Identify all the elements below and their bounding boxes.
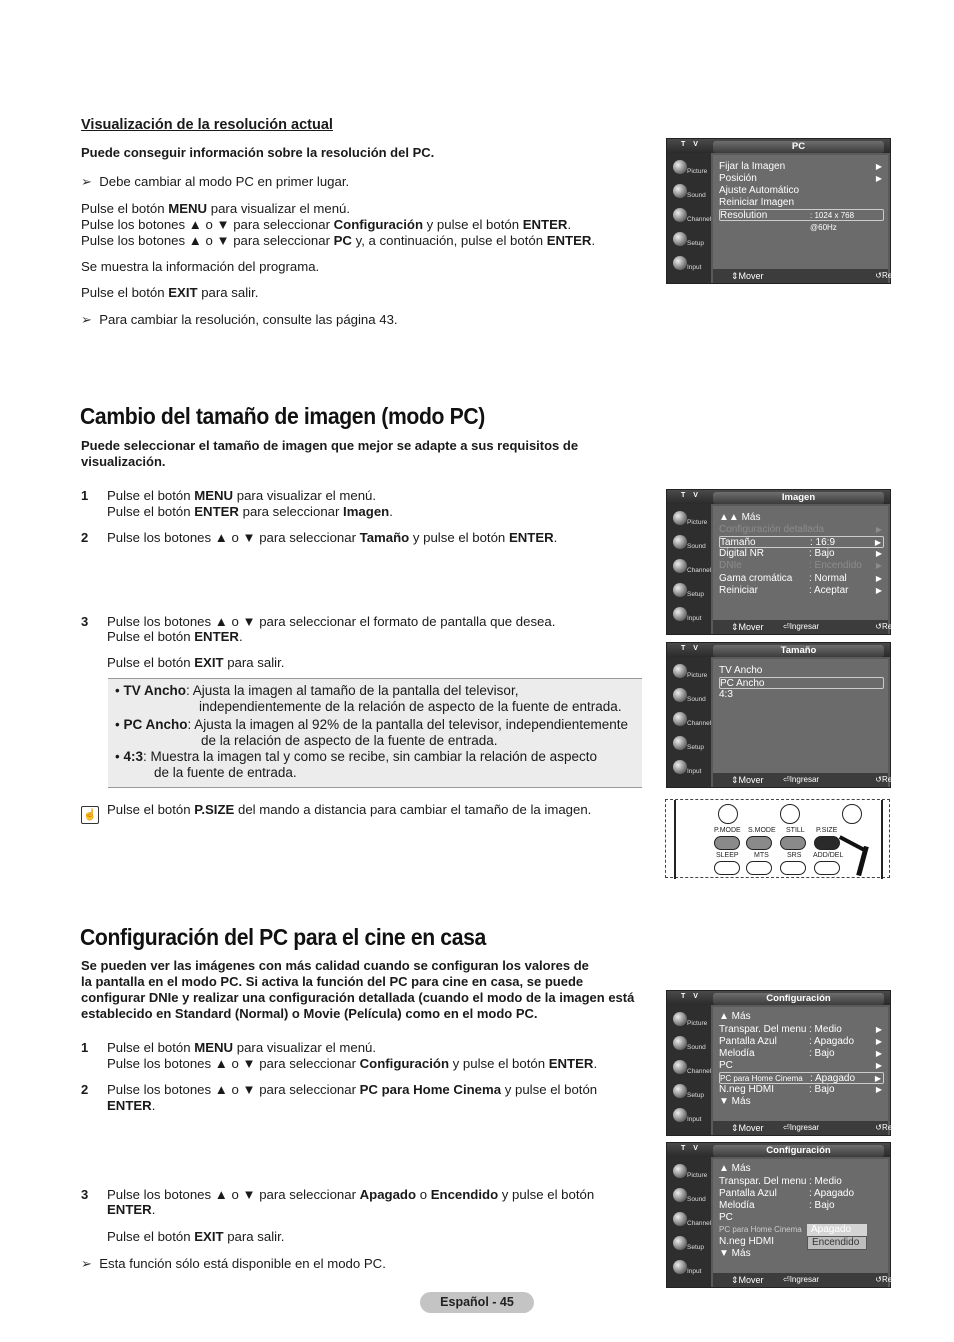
option-apagado: Apagado (807, 1224, 867, 1236)
osd-title: Imagen (713, 492, 884, 504)
section-lead: Puede seleccionar el tamaño de imagen que mejor se adapte a sus requisitos de (81, 438, 579, 453)
note-arrow-icon: ➢ (81, 1256, 92, 1271)
step-number: 2 (81, 530, 89, 545)
osd-row: Posición ▶ (719, 173, 882, 184)
channel-icon (673, 559, 687, 573)
section-lead: Se pueden ver las imágenes con más calidad cuando se configuran los valores de (81, 958, 589, 973)
osd-title: Tamaño (713, 645, 884, 657)
osd-row: Fijar la Imagen ▶ (719, 161, 882, 172)
note-resolution: ➢ Para cambiar la resolución, consulte las página 43. (81, 312, 398, 327)
return-hint: ↺ Regresar (875, 622, 915, 631)
input-icon (673, 1260, 687, 1274)
tv-label: T V (681, 993, 701, 1000)
remote-label: MTS (754, 852, 769, 859)
setup-icon (673, 736, 687, 750)
option-desc: independientemente de la relación de aspecto de la fuente de entrada. (199, 699, 622, 714)
step-line: Pulse el botón MENU para visualizar el menú. (81, 201, 351, 216)
osd-row: Transpar. Del menu : Medio ▶ (719, 1024, 882, 1035)
picture-icon (673, 664, 687, 678)
enter-hint: ⏎ Ingresar (783, 1275, 820, 1284)
step-number: 3 (81, 614, 89, 629)
step-line: Pulse los botones ▲ o ▼ para seleccionar Tamaño y pulse el botón ENTER. (107, 530, 558, 545)
tv-label: T V (681, 645, 701, 652)
tv-label: T V (681, 1145, 701, 1152)
option-4-3: • 4:3: Muestra la imagen tal y como se recibe, sin cambiar la relación de aspecto (115, 749, 597, 764)
option-encendido: Encendido (807, 1236, 867, 1250)
setup-icon (673, 583, 687, 597)
osd-row: Pantalla Azul : Apagado ▶ (719, 1036, 882, 1047)
channel-icon (673, 1060, 687, 1074)
step-line: ENTER. (107, 1098, 156, 1113)
osd-row: Digital NR : Bajo ▶ (719, 548, 882, 559)
osd-row: Melodía : Bajo ▶ (719, 1048, 882, 1059)
osd-title: PC (713, 141, 884, 153)
step-line: Pulse los botones ▲ o ▼ para seleccionar Configuración y pulse el botón ENTER. (81, 217, 572, 232)
sound-icon (673, 184, 687, 198)
section-lead: Puede conseguir información sobre la resolución del PC. (81, 145, 435, 160)
osd-row: TV Ancho (719, 665, 763, 676)
option-desc: de la fuente de entrada. (154, 765, 297, 780)
section-lead: visualización. (81, 454, 166, 469)
enter-hint: ⏎ Ingresar (783, 622, 820, 631)
step-number: 1 (81, 1040, 89, 1055)
picture-icon (673, 1164, 687, 1178)
pmode-button (714, 836, 740, 850)
remote-label: P.SIZE (816, 827, 838, 834)
psize-note: Pulse el botón P.SIZE del mando a distancia para cambiar el tamaño de la imagen. (107, 802, 592, 817)
page-title-section2: Cambio del tamaño de imagen (modo PC) (80, 403, 485, 429)
srs-button (780, 861, 806, 875)
osd-row: Gama cromática : Normal ▶ (719, 573, 882, 584)
option-pc-ancho: • PC Ancho: Ajusta la imagen al 92% de la pantalla del televisor, independientemente (115, 717, 629, 732)
note-arrow-icon: ➢ (81, 174, 92, 189)
step-line: Pulse el botón MENU para visualizar el menú. (107, 488, 377, 503)
osd-imagen-menu: T V Imagen Picture Sound Channel Setup Input ▲▲ Más Configuración detallada ▶ Tamaño : 16:9 ▶ Digital NR : Bajo ▶ DNIe : Encendido ▶ Gama cromática : Normal ▶ Reiniciar : Aceptar ▶ ⇕ Mover ⏎ Ingresar ↺ Regresar (666, 489, 891, 635)
step-line: ENTER. (107, 1202, 156, 1217)
channel-icon (673, 712, 687, 726)
section-heading-resolution: Visualización de la resolución actual (81, 117, 333, 133)
section-lead: establecido en Standard (Normal) o Movie (Película) como en el modo PC. (81, 1006, 538, 1021)
tv-label: T V (681, 492, 701, 499)
page-number-badge: Español - 45 (420, 1292, 534, 1313)
setup-icon (673, 232, 687, 246)
section-lead: configurar DNIe y realizar una configuración detallada (cuando el modo de la imagen está (81, 990, 635, 1005)
osd-row-pc-home-cinema: PC para Home Cinema : Apagado ▶ (719, 1072, 884, 1084)
step-line: Pulse los botones ▲ o ▼ para seleccionar Apagado o Encendido y pulse el botón (107, 1187, 595, 1202)
osd-row: Configuración detallada ▶ (719, 524, 882, 535)
osd-tamano-menu: T V Tamaño Picture Sound Channel Setup Input TV Ancho PC Ancho 4:3 ⇕ Mover ⏎ Ingresar ↺ Regresar (666, 642, 891, 788)
remote-label: P.MODE (714, 827, 741, 834)
page-title-section3: Configuración del PC para el cine en casa (80, 924, 486, 950)
osd-title: Configuración (713, 993, 884, 1005)
osd-row: Transpar. Del menu : Medio (719, 1176, 842, 1187)
remote-label: SRS (787, 852, 802, 859)
osd-title: Configuración (713, 1145, 884, 1157)
sound-icon (673, 1188, 687, 1202)
section-lead: la pantalla en el modo PC. Si activa la función del PC para cine en casa, se puede (81, 974, 584, 989)
step-number: 1 (81, 488, 89, 503)
step-line: Pulse los botones ▲ o ▼ para seleccionar el formato de pantalla que desea. (107, 614, 556, 629)
remote-label: ADD/DEL (813, 852, 844, 859)
osd-row: 4:3 (719, 689, 733, 700)
setup-icon (673, 1236, 687, 1250)
osd-row-pc-ancho: PC Ancho (719, 677, 884, 689)
return-hint: ↺ Regresar (875, 775, 915, 784)
still-button (780, 836, 806, 850)
note-pc-mode: ➢ Debe cambiar al modo PC en primer lugar. (81, 174, 350, 189)
osd-row: ▼ Más (719, 1096, 751, 1107)
osd-configuracion-menu-1: T V Configuración Picture Sound Channel Setup Input ▲ Más Transpar. Del menu : Medio ▶ Pantalla Azul : Apagado ▶ Melodía : Bajo ▶ PC ▶ PC para Home Cinema : Apagado ▶ N.neg HDMI : Bajo ▶ ▼ Más ⇕ Mover ⏎ Ingresar ↺ Regresar (666, 990, 891, 1136)
input-icon (673, 256, 687, 270)
adddel-button (814, 861, 840, 875)
step-line: Pulse el botón MENU para visualizar el menú. (107, 1040, 377, 1055)
osd-row-tamano: Tamaño : 16:9 ▶ (719, 536, 884, 548)
remote-label: S.MODE (748, 827, 776, 834)
osd-row: N.neg HDMI Encendido (719, 1236, 884, 1248)
remote-control-illustration (665, 799, 890, 878)
step-line: Pulse el botón ENTER para seleccionar Imagen. (107, 504, 393, 519)
osd-row: ▲ Más (719, 1011, 751, 1022)
exit-line: Pulse el botón EXIT para salir. (107, 655, 285, 670)
step-number: 2 (81, 1082, 89, 1097)
note-arrow-icon: ➢ (81, 312, 92, 327)
osd-row: ▲ Más (719, 1163, 751, 1174)
mover-hint: ⇕ Mover (731, 775, 764, 785)
osd-row: N.neg HDMI : Bajo ▶ (719, 1084, 882, 1095)
mover-hint: ⇕ Mover (731, 622, 764, 632)
step-line: Pulse los botones ▲ o ▼ para seleccionar Configuración y pulse el botón ENTER. (107, 1056, 598, 1071)
remote-hand-icon: ☝ (81, 806, 99, 824)
channel-icon (673, 208, 687, 222)
note-pc-only: ➢ Esta función sólo está disponible en el modo PC. (81, 1256, 386, 1271)
osd-row: DNIe : Encendido ▶ (719, 560, 882, 571)
tv-label: T V (681, 141, 701, 148)
return-hint: ↺ Regresar (875, 1275, 915, 1284)
osd-row: PC (719, 1212, 733, 1223)
mover-hint: ⇕ Mover (731, 1123, 764, 1133)
exit-line: Pulse el botón EXIT para salir. (107, 1229, 285, 1244)
osd-row: Pantalla Azul : Apagado (719, 1188, 855, 1199)
setup-icon (673, 1084, 687, 1098)
osd-row: ▲▲ Más (719, 512, 761, 523)
osd-row: Reiniciar : Aceptar ▶ (719, 585, 882, 596)
input-icon (673, 1108, 687, 1122)
osd-row: Melodía : Bajo (719, 1200, 835, 1211)
picture-icon (673, 511, 687, 525)
mts-button (746, 861, 772, 875)
picture-icon (673, 1012, 687, 1026)
osd-row: PC ▶ (719, 1060, 882, 1071)
info-line: Se muestra la información del programa. (81, 259, 320, 274)
mover-hint: ⇕ Mover (731, 1275, 764, 1285)
sound-icon (673, 1036, 687, 1050)
osd-row: Ajuste Automático (719, 185, 800, 196)
return-hint: ↺ Regresar (875, 271, 915, 280)
size-options-box (108, 678, 642, 788)
osd-pc-menu: T V PC Picture Sound Channel Setup Input Fijar la Imagen ▶ Posición ▶ Ajuste Automático Reiniciar Imagen Resolution : 1024 x 768 @60Hz ⇕ Mover ↺ Regresar (666, 138, 891, 284)
power-icon (718, 804, 738, 824)
picture-icon (673, 160, 687, 174)
input-icon (673, 760, 687, 774)
option-desc: de la relación de aspecto de la fuente de entrada. (201, 733, 498, 748)
return-hint: ↺ Regresar (875, 1123, 915, 1132)
osd-configuracion-menu-2: T V Configuración Picture Sound Channel Setup Input ▲ Más Transpar. Del menu : Medio Pantalla Azul : Apagado Melodía : Bajo PC PC para Home Cinema Apagado N.neg HDMI Encendido ▼ Más ⇕ Mover ⏎ Ingresar ↺ Regresar (666, 1142, 891, 1288)
sound-icon (673, 535, 687, 549)
enter-hint: ⏎ Ingresar (783, 1123, 820, 1132)
sleep-button (714, 861, 740, 875)
remote-label: SLEEP (716, 852, 739, 859)
exit-line: Pulse el botón EXIT para salir. (81, 285, 259, 300)
step-line: Pulse el botón ENTER. (107, 629, 243, 644)
channel-icon (673, 1212, 687, 1226)
step-line: Pulse los botones ▲ o ▼ para seleccionar PC y, a continuación, pulse el botón ENTER. (81, 233, 596, 248)
smode-button (746, 836, 772, 850)
sound-icon (673, 688, 687, 702)
psize-button (814, 836, 840, 850)
step-number: 3 (81, 1187, 89, 1202)
input-icon (673, 607, 687, 621)
option-tv-ancho: • TV Ancho: Ajusta la imagen al tamaño de la pantalla del televisor, (115, 683, 519, 698)
mover-hint: ⇕ Mover (731, 271, 764, 281)
enter-hint: ⏎ Ingresar (783, 775, 820, 784)
osd-row: ▼ Más (719, 1248, 751, 1259)
step-line: Pulse los botones ▲ o ▼ para seleccionar PC para Home Cinema y pulse el botón (107, 1082, 598, 1097)
osd-row-pc-home-cinema: PC para Home Cinema Apagado (719, 1224, 884, 1236)
osd-row: Reiniciar Imagen (719, 197, 795, 208)
osd-row-resolution: Resolution : 1024 x 768 @60Hz (719, 209, 884, 221)
remote-label: STILL (786, 827, 805, 834)
